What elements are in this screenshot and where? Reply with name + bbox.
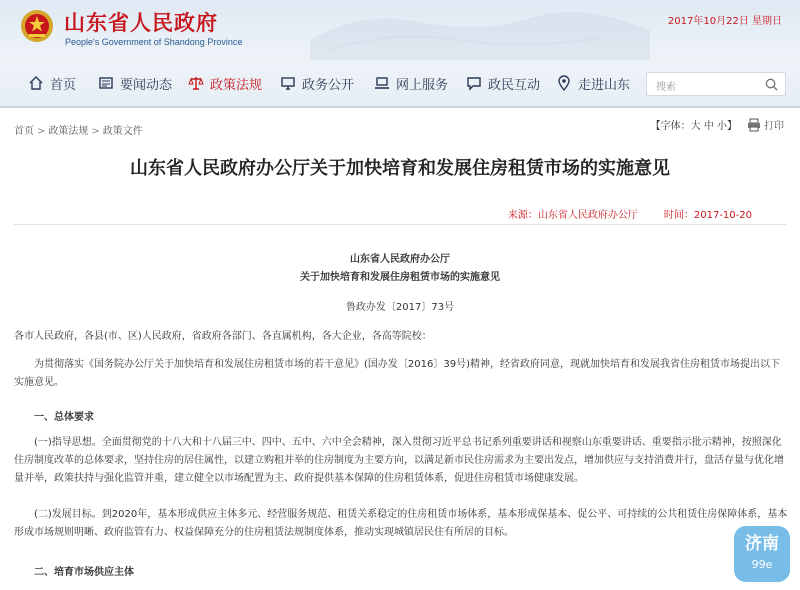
document-title: 关于加快培育和发展住房租赁市场的实施意见	[300, 272, 500, 283]
main-nav	[0, 64, 800, 100]
breadcrumb-separator: >	[37, 126, 46, 137]
watermark-text: 济南	[745, 534, 779, 554]
site-header	[0, 0, 800, 108]
article-source: 来源：山东省人民政府办公厅	[507, 210, 638, 221]
nav-item-shandong[interactable]	[556, 72, 630, 94]
nav-item-gov-affairs[interactable]	[280, 72, 354, 94]
breadcrumb-separator: >	[91, 126, 100, 137]
nav-label: 首页	[50, 77, 77, 93]
section-heading: 二、培育市场供应主体	[34, 567, 134, 578]
paragraph-development-goals: (二)发展目标。到2020年，基本形成供应主体多元、经营服务规范、租赁关系稳定的住房租赁市场体系，基本形成保基本、促公平、可持续的公共租赁住房保障体系，基本形成市场规则明晰、政府监管有力、权益保障充分的住房租赁法规制度体系，推动实现城镇居民住有所居的目标。	[14, 509, 788, 538]
monitor-icon	[280, 75, 296, 91]
breadcrumb	[14, 122, 143, 137]
print-button[interactable]	[747, 117, 784, 132]
meta-divider	[14, 224, 786, 225]
recipients: 各市人民政府，各县(市、区)人民政府，省政府各部门、各直属机构，各大企业，各高等院校：	[14, 331, 432, 342]
article-tools	[651, 117, 784, 132]
site-name[interactable]: 山东省人民政府	[64, 11, 218, 35]
nav-item-interaction[interactable]	[466, 72, 540, 94]
laptop-icon	[374, 75, 390, 91]
article-meta	[482, 206, 752, 221]
site-name-english: People's Government of Shandong Province	[65, 37, 243, 47]
nav-label: 网上服务	[396, 77, 449, 93]
print-icon	[747, 118, 761, 132]
current-date: 2017年10月22日 星期日	[667, 16, 782, 27]
nav-label: 政民互动	[488, 77, 541, 93]
paragraph-guiding-ideology: (一)指导思想。全面贯彻党的十八大和十八届三中、四中、五中、六中全会精神，深入贯彻习近平总书记系列重要讲话和视察山东重要讲话、重要指示批示精神，按照深化住房制度改革的总体要求，坚持住房的居住属性，以建立购租并举的住房制度为主要方向，以满足新市民住房需求为主要出发点，增加供应与支持消费并行，盘活存量与优化增量并举，政策扶持与强化监管并重，建立健全以市场配置为主、政府提供基本保障的住房租赁体系，促进住房租赁市场健康发展。	[14, 437, 784, 484]
watermark-subtext: 99e	[751, 558, 773, 571]
print-label: 打印	[764, 121, 784, 132]
document-number: 鲁政办发〔2017〕73号	[345, 302, 455, 313]
font-size-switch[interactable]: 【字体：大 中 小】	[650, 121, 737, 132]
search-input[interactable]: 搜索	[656, 82, 676, 93]
chat-icon	[466, 75, 482, 91]
nav-item-policy[interactable]	[188, 72, 262, 94]
nav-label: 走进山东	[578, 77, 631, 93]
article-title: 山东省人民政府办公厅关于加快培育和发展住房租赁市场的实施意见	[130, 158, 670, 179]
nav-item-online-service[interactable]	[374, 72, 448, 94]
nav-label: 要闻动态	[120, 77, 173, 93]
breadcrumb-home[interactable]: 首页	[14, 126, 34, 137]
search-icon[interactable]	[764, 77, 779, 92]
breadcrumb-policy[interactable]: 政策法规	[48, 126, 89, 137]
nav-label: 政务公开	[302, 77, 355, 93]
province-map-decoration	[300, 0, 660, 60]
header-divider	[0, 106, 800, 108]
location-icon	[556, 75, 572, 91]
nav-item-news[interactable]	[98, 72, 172, 94]
nav-item-home[interactable]	[28, 72, 76, 94]
article-time: 时间：2017-10-20	[663, 210, 752, 221]
section-heading: 一、总体要求	[34, 412, 94, 423]
intro-paragraph: 为贯彻落实《国务院办公厅关于加快培育和发展住房租赁市场的若干意见》(国办发〔2016〕39号)精神，经省政府同意，现就加快培育和发展我省住房租赁市场提出以下实施意见。	[14, 359, 780, 388]
document-issuer: 山东省人民政府办公厅	[350, 254, 450, 265]
source-watermark	[734, 526, 790, 582]
scales-icon	[188, 75, 204, 91]
national-emblem-icon[interactable]	[20, 8, 54, 44]
news-icon	[98, 75, 114, 91]
home-icon	[28, 75, 44, 91]
nav-label: 政策法规	[210, 77, 263, 93]
search-box[interactable]	[646, 72, 786, 96]
breadcrumb-documents[interactable]: 政策文件	[102, 126, 143, 137]
